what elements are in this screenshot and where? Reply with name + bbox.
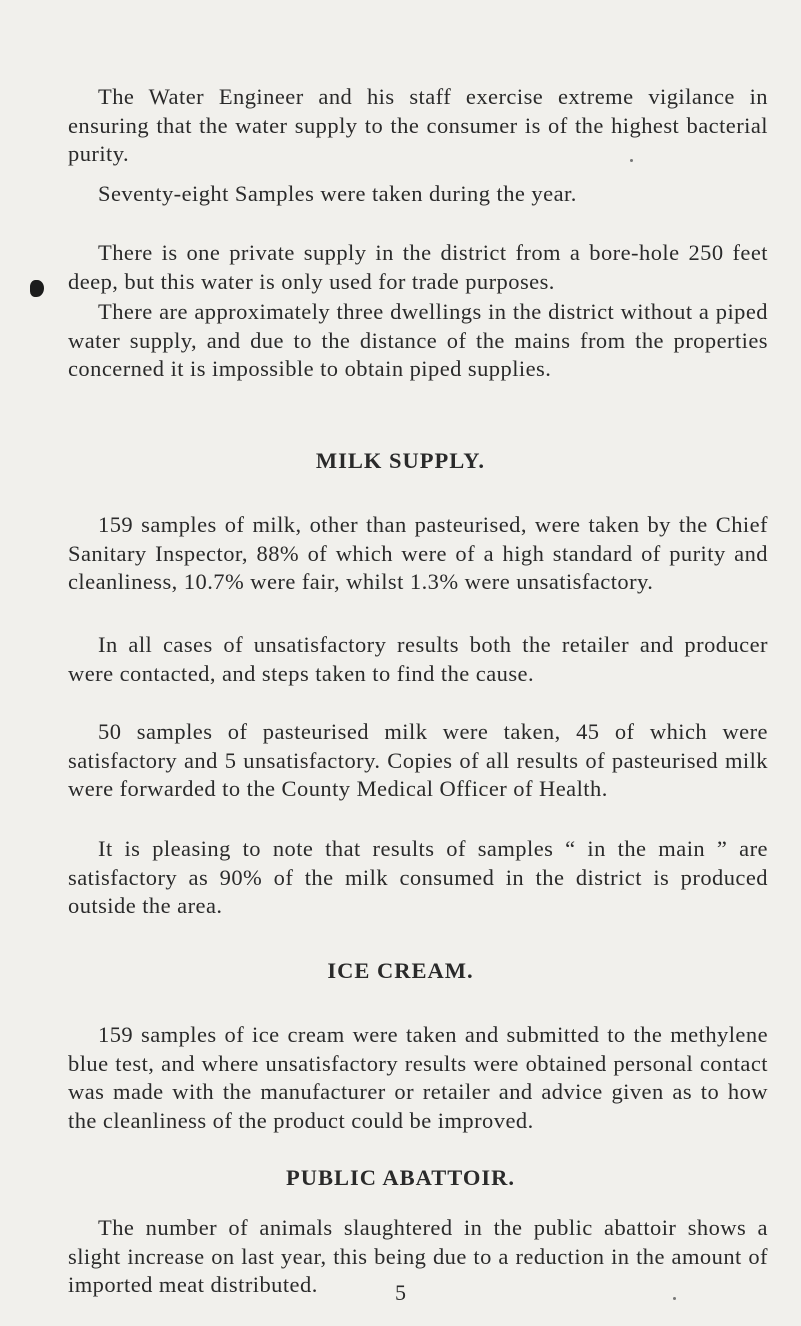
paragraph-dwellings: There are approximately three dwellings in the district without a piped water supply, and due to the distance of the mains from the properties concerned it is impossible to obtain piped supplies.: [68, 299, 768, 381]
paragraph-pasteurised-samples: 50 samples of pasteurised milk were taken, 45 of which were satisfactory and 5 unsatisfactory. Copies of all results of pasteurised milk were forwarded to the County Medical Officer of Health.: [68, 719, 768, 801]
paragraph-ice-cream-samples: 159 samples of ice cream were taken and submitted to the methylene blue test, and where unsatisfactory results were obtained personal contact was made with the manufacturer or retailer and advice given as to how the cleanliness of the product could be improved.: [68, 1022, 768, 1133]
heading-public-abattoir: PUBLIC ABATTOIR.: [286, 1165, 515, 1190]
paragraph-pleasing-note: It is pleasing to note that results of samples “ in the main ” are satisfactory as 90% of the milk consumed in the district is produced outside the area.: [68, 836, 768, 918]
heading-milk-supply: MILK SUPPLY.: [315, 448, 486, 473]
page-number: 5: [395, 1280, 406, 1305]
ink-blot: [30, 280, 44, 297]
paragraph-private-supply: There is one private supply in the district from a bore-hole 250 feet deep, but this water is only used for trade purposes.: [68, 240, 768, 294]
paragraph-samples-taken: Seventy-eight Samples were taken during the year.: [98, 181, 577, 206]
paragraph-unsatisfactory-cases: In all cases of unsatisfactory results both the retailer and producer were contacted, and steps taken to find the cause.: [68, 632, 768, 686]
paper-speck: [673, 1297, 676, 1300]
paragraph-abattoir: The number of animals slaughtered in the public abattoir shows a slight increase on last year, this being due to a reduction in the amount of imported meat distributed.: [68, 1215, 768, 1297]
heading-ice-cream: ICE CREAM.: [327, 958, 474, 983]
paper-speck: [630, 159, 633, 162]
paragraph-milk-samples: 159 samples of milk, other than pasteurised, were taken by the Chief Sanitary Inspector, 88% of which were of a high standard of purity and cleanliness, 10.7% were fair, whilst 1.3% were unsatisfactory.: [68, 512, 768, 594]
paragraph-water-engineer: The Water Engineer and his staff exercise extreme vigilance in ensuring that the water supply to the consumer is of the highest bacterial purity.: [68, 84, 768, 166]
